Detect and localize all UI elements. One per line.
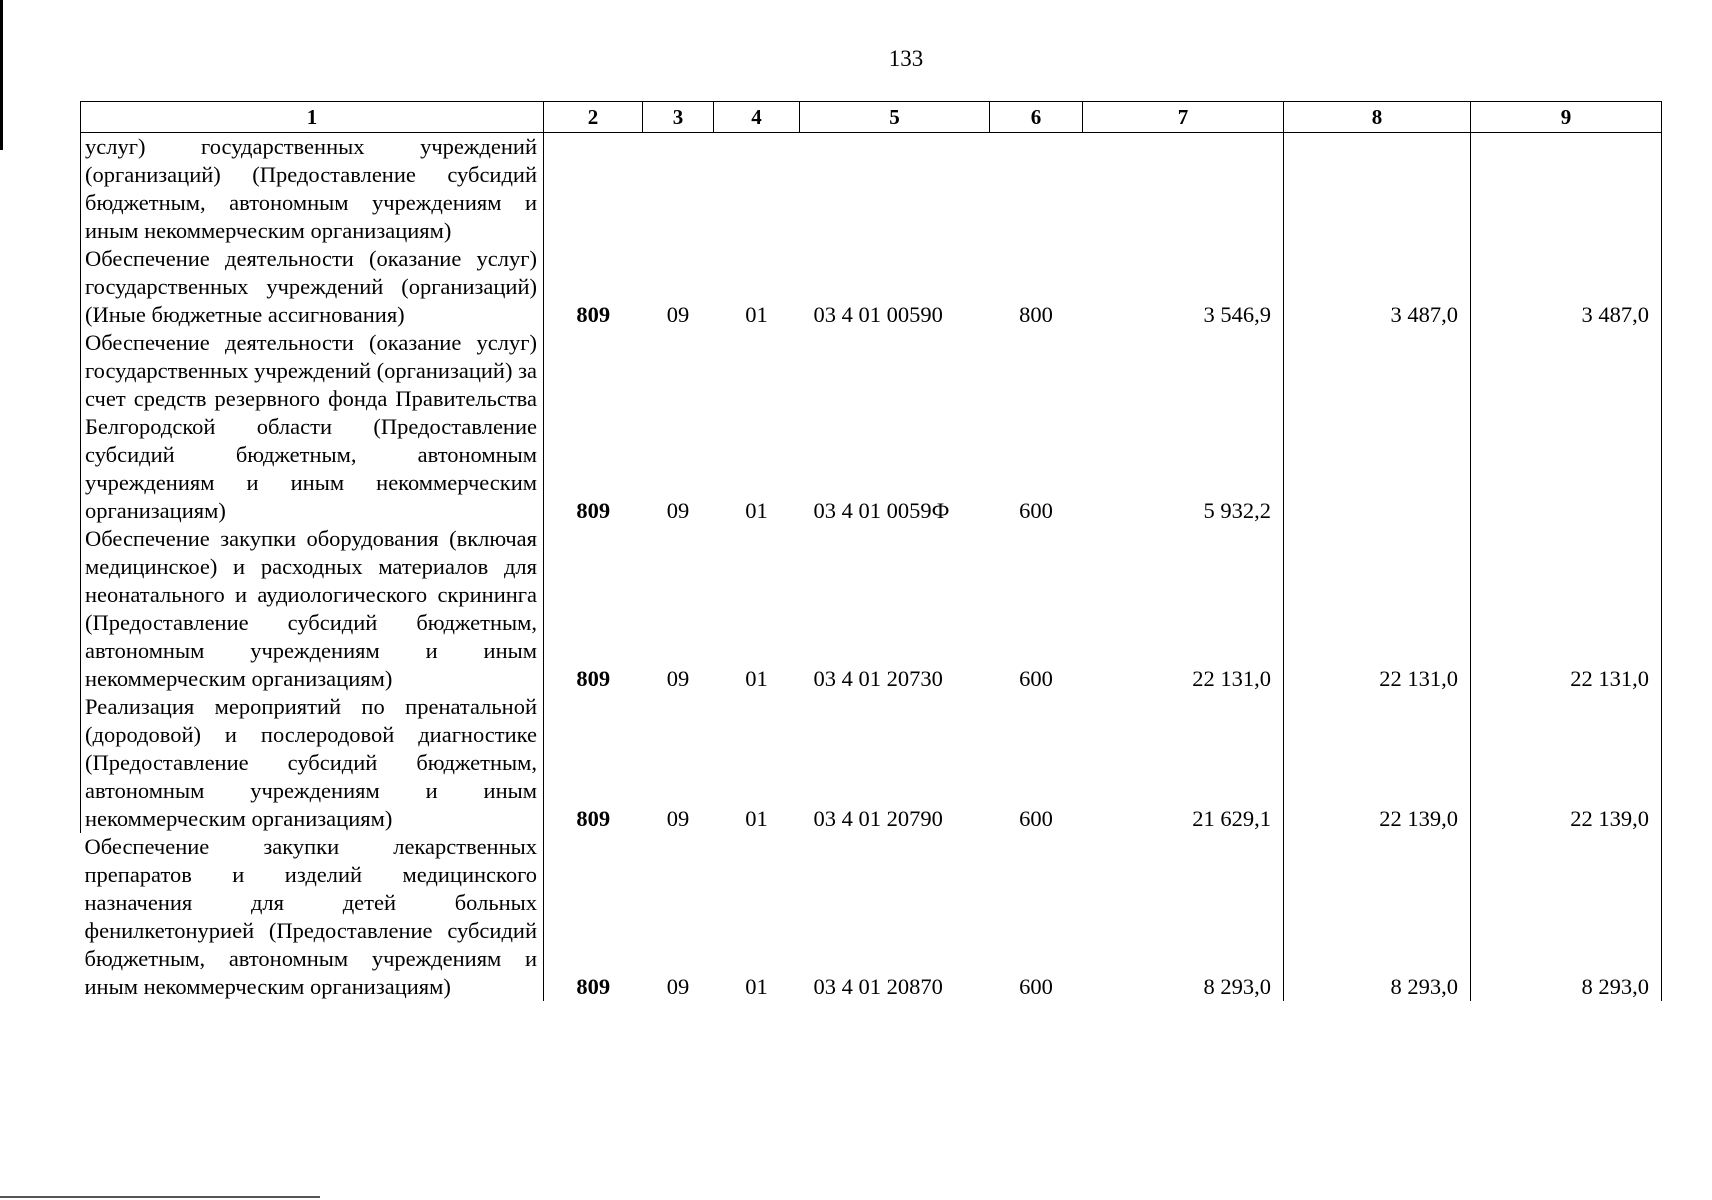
row-description: Обеспечение деятельности (оказание услуг) государственных учреждений (организаций) за счет средств резервного фонда Правительства Белгородской области (Предоставление субсидий бюджетным, автономным учреждениям и иным некоммерческим организациям) xyxy=(81,329,544,525)
table-row xyxy=(81,833,1662,1001)
cell-col-4: 01 xyxy=(745,666,768,691)
row-description: услуг) государственных учреждений (организаций) (Предоставление субсидий бюджетным, автономным учреждениям и иным некоммерческим организациям) xyxy=(81,133,544,246)
cell-col-6: 600 xyxy=(1019,806,1053,831)
scan-edge-mark xyxy=(0,1196,320,1198)
header-row xyxy=(81,102,1662,133)
cell-col-7 xyxy=(1083,133,1284,246)
cell-col-6: 600 xyxy=(1019,666,1053,691)
cell-col-6: 800 xyxy=(1019,302,1053,327)
cell-col-5: 03 4 01 0059Ф xyxy=(813,498,950,523)
cell-col-9: 22 139,0 xyxy=(1471,693,1662,833)
cell-col-9: 22 131,0 xyxy=(1471,525,1662,693)
cell-col-5: 03 4 01 20870 xyxy=(813,974,943,999)
table-row xyxy=(81,525,1662,693)
cell-col-3: 09 xyxy=(666,974,690,999)
cell-col-6: 600 xyxy=(1019,974,1053,999)
cell-col-3: 09 xyxy=(666,806,690,831)
row-description: Обеспечение закупки оборудования (включая медицинское) и расходных материалов для неонатального и аудиологического скрининга (Предоставление субсидий бюджетным, автономным учреждениям и иным некоммерческим организациям) xyxy=(81,525,544,693)
cell-col-6 xyxy=(990,133,1083,246)
cell-col-9: 3 487,0 xyxy=(1471,245,1662,329)
header-col-7: 7 xyxy=(1083,102,1284,133)
table-row xyxy=(81,329,1662,525)
cell-col-2: 809 xyxy=(576,974,611,999)
header-col-9: 9 xyxy=(1471,102,1662,133)
cell-col-8: 8 293,0 xyxy=(1284,833,1471,1001)
scan-edge-mark xyxy=(0,0,3,150)
cell-col-3: 09 xyxy=(666,666,690,691)
cell-col-8: 3 487,0 xyxy=(1284,245,1471,329)
table-row xyxy=(81,245,1662,329)
header-col-5: 5 xyxy=(800,102,990,133)
cell-col-7: 5 932,2 xyxy=(1203,498,1271,523)
page-number: 133 xyxy=(888,46,924,71)
header-col-6: 6 xyxy=(990,102,1083,133)
row-description: Реализация мероприятий по пренатальной (дородовой) и послеродовой диагностике (Предоставление субсидий бюджетным, автономным учреждениям и иным некоммерческим организациям) xyxy=(81,693,544,833)
row-description: Обеспечение деятельности (оказание услуг) государственных учреждений (организаций) (Иные бюджетные ассигнования) xyxy=(81,245,544,329)
cell-col-2: 809 xyxy=(576,302,611,327)
header-col-2: 2 xyxy=(544,102,643,133)
header-col-1: 1 xyxy=(81,102,544,133)
budget-table xyxy=(80,101,1662,1001)
table-row xyxy=(81,133,1662,246)
cell-col-8 xyxy=(1284,133,1471,246)
cell-col-5: 03 4 01 20790 xyxy=(813,806,943,831)
cell-col-6: 600 xyxy=(1019,498,1053,523)
header-col-4: 4 xyxy=(714,102,800,133)
cell-col-7: 3 546,9 xyxy=(1203,302,1271,327)
cell-col-9 xyxy=(1471,133,1662,246)
cell-col-3: 09 xyxy=(666,302,690,327)
cell-col-8: 22 139,0 xyxy=(1284,693,1471,833)
cell-col-4 xyxy=(714,133,800,246)
cell-col-3: 09 xyxy=(666,498,690,523)
header-col-3: 3 xyxy=(643,102,714,133)
cell-col-2: 809 xyxy=(576,806,611,831)
cell-col-5: 03 4 01 00590 xyxy=(813,302,943,327)
cell-col-8 xyxy=(1284,329,1471,525)
cell-col-9 xyxy=(1471,329,1662,525)
row-description: Обеспечение закупки лекарственных препаратов и изделий медицинского назначения для детей больных фенилкетонурией (Предоставление субсидий бюджетным, автономным учреждениям и иным некоммерческим организациям) xyxy=(81,833,544,1001)
cell-col-5 xyxy=(800,133,990,246)
table-row xyxy=(81,693,1662,833)
cell-col-5: 03 4 01 20730 xyxy=(813,666,943,691)
cell-col-4: 01 xyxy=(745,974,768,999)
cell-col-4: 01 xyxy=(745,498,768,523)
cell-col-7: 21 629,1 xyxy=(1192,806,1271,831)
cell-col-7: 8 293,0 xyxy=(1083,833,1284,1001)
cell-col-2 xyxy=(544,133,643,246)
cell-col-9: 8 293,0 xyxy=(1471,833,1662,1001)
cell-col-7: 22 131,0 xyxy=(1192,666,1271,691)
cell-col-4: 01 xyxy=(745,806,768,831)
cell-col-2: 809 xyxy=(576,498,611,523)
header-col-8: 8 xyxy=(1284,102,1471,133)
cell-col-2: 809 xyxy=(576,666,611,691)
cell-col-4: 01 xyxy=(745,302,768,327)
cell-col-8: 22 131,0 xyxy=(1284,525,1471,693)
cell-col-3 xyxy=(643,133,714,246)
